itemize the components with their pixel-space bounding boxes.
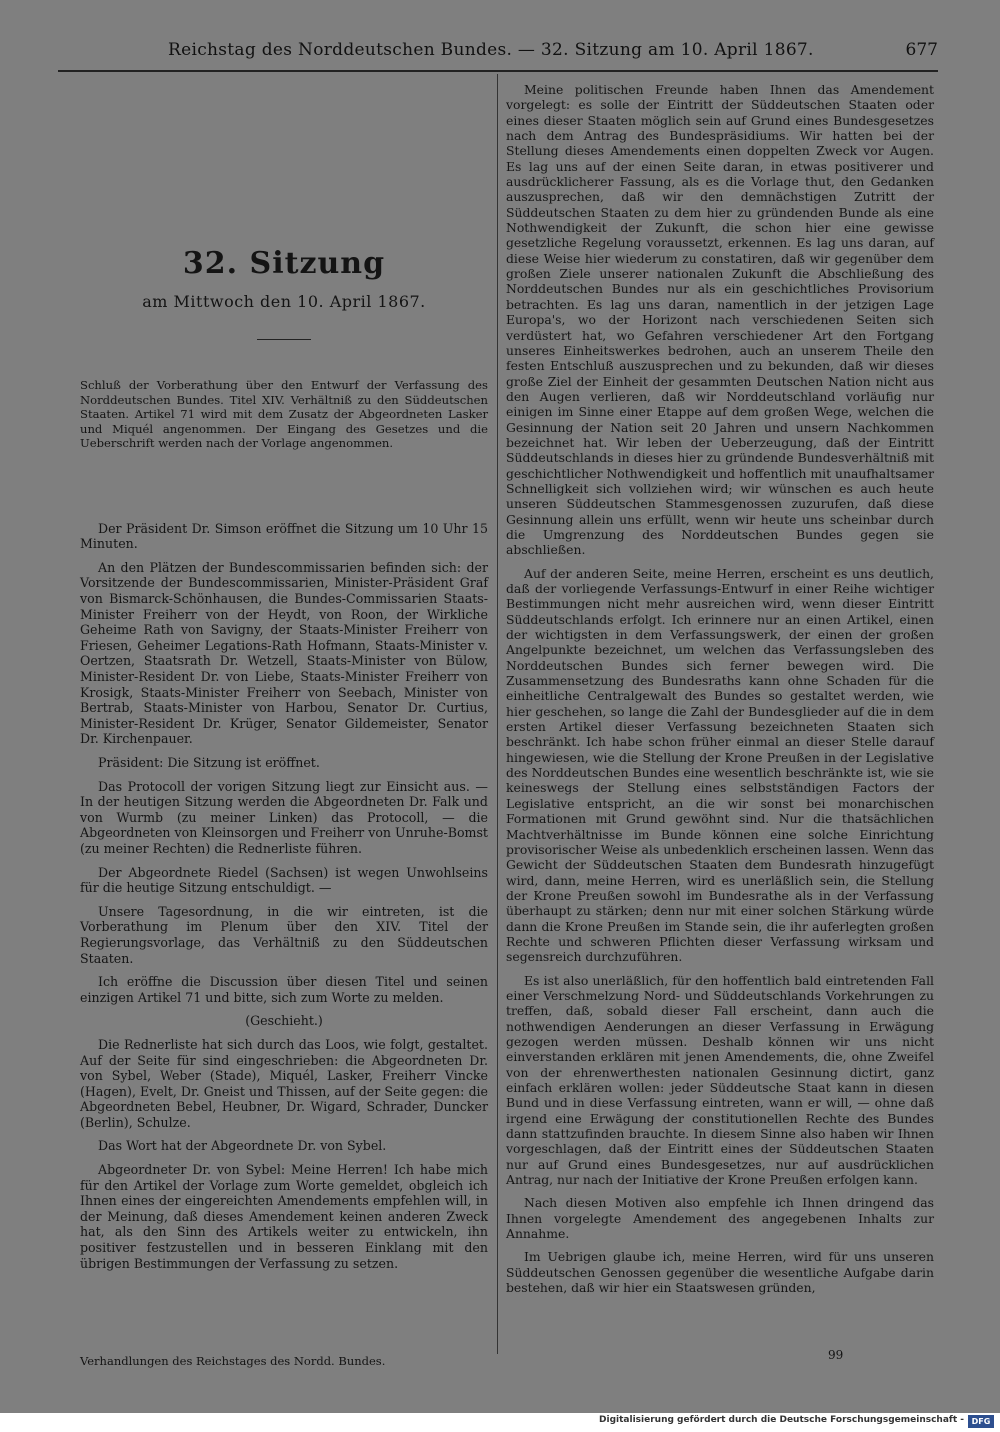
- session-title: 32. Sitzung: [182, 246, 386, 281]
- column-divider: [497, 74, 498, 1354]
- left-column: [80, 80, 488, 1279]
- running-title: Reichstag des Norddeutschen Bundes. — 32. Sitzung am 10. April 1867.: [168, 40, 814, 60]
- paragraph: Es ist also unerläßlich, für den hoffentlich bald eintretenden Fall einer Verschmelzung Nord- und Süddeutschlands Vorkehrungen zu treffen, daß, sobald dieser Fall erscheint, dann auch die nothwendigen Aenderungen an dieser Verfassung in Erwägung gezogen werden müssen. Deshalb können wir uns nicht einverstanden erklären mit jenen Amendements, die, ohne Zweifel von der ehrenwerthesten nationalen Gesinnung dictirt, ganz einfach erklären wollen: jeder Süddeutsche Staat kann in diesen Bund und in diese Verfassung eintreten, wann er will, — ohne daß irgend eine Erwägung der constitutionellen Rechte des Bundes dann stattzufinden brauchte. In diesem Sinne also haben wir Ihnen vorgeschlagen, daß der Eintritt eines der Süddeutschen Staaten nur auf Grund eines Bundesgesetzes, nur auf ausdrücklichen Antrag, nur nach der Initiative der Krone Preußen erfolgen kann.: [506, 972, 934, 1188]
- header-rule: [58, 70, 938, 72]
- paragraph: An den Plätzen der Bundescommissarien befinden sich: der Vorsitzende der Bundescommissarien, Minister-Präsident Graf von Bismarck-Schönhausen, die Bundes-Commissarien Staats-Minister Freiherr von der Heydt, von Roon, der Wirkliche Geheime Rath von Savigny, der Staats-Minister Freiherr von Friesen, Geheimer Legations-Rath Hofmann, Staats-Minister v. Oertzen, Staatsrath Dr. Wetzell, Staats-Minister von Bülow, Minister-Resident Dr. von Liebe, Staats-Minister Freiherr von Krosigk, Staats-Minister Freiherr von Seebach, Minister von Bertrab, Staats-Minister von Harbou, Senator Dr. Curtius, Minister-Resident Dr. Krüger, Senator Gildemeister, Senator Dr. Kirchenpauer.: [80, 559, 488, 747]
- paragraph: Meine politischen Freunde haben Ihnen das Amendement vorgelegt: es solle der Eintritt der Süddeutschen Staaten oder eines dieser Staaten möglich sein auf Grund eines Bundesgesetzes nach dem Antrag des Bundespräsidiums. Wir hatten bei der Stellung dieses Amendements einen doppelten Zweck vor Augen. Es lag uns auf der einen Seite daran, in etwas positiverer und ausdrücklicherer Fassung, als es die Vorlage thut, den Gedanken auszusprechen, daß wir den demnächstigen Zutritt der Süddeutschen Staaten zu dem hier zu gründenden Bunde als eine Nothwendigkeit der Zukunft, die schon hier eine gewisse gesetzliche Regelung voraussetzt, erkennen. Es lag uns daran, auf diese Weise hier wiederum zu constatiren, daß wir gegenüber dem großen Ziele unserer nationalen Zukunft die Abschließung des Norddeutschen Bundes nur als ein geschichtliches Provisorium betrachten. Es lag uns daran, namentlich in der jetzigen Lage Europa's, wo der Horizont nach verschiedenen Seiten sich verdüstert hat, wo Gefahren verschiedener Art den Fortgang unseres Einheitswerkes bedrohen, auch an unserem Theile den festen Entschluß auszusprechen und zu bekunden, daß wir dieses große Ziel der Einheit der gesammten Deutschen Nation nicht aus den Augen verlieren, daß wir Norddeutschland vorläufig nur einigen im Sinne einer Etappe auf dem großen Wege, welchen die Gesinnung der Nation seit 20 Jahren und unsern Nachkommen bezeichnet hat. Wir leben der Ueberzeugung, daß der Eintritt Süddeutschlands in dieses hier zu gründende Bundesverhältniß mit geschichtlicher Nothwendigkeit und hoffentlich mit unaufhaltsamer Schnelligkeit sich vollziehen wird; wir wünschen es auch heute unseren Süddeutschen Stammesgenossen zuzurufen, daß diese Gesinnung allein uns erfüllt, wenn wir heute uns scheinbar durch die Umgrenzung des Norddeutschen Bundes gegen sie abschließen.: [506, 82, 934, 558]
- paragraph: Abgeordneter Dr. von Sybel: Meine Herren! Ich habe mich für den Artikel der Vorlage zum Worte gemeldet, obgleich ich Ihnen eines der eingereichten Amendements empfehlen will, in der Meinung, daß dieses Amendement keinen anderen Zweck hat, als den Sinn des Artikels weiter zu entwickeln, ihn positiver festzustellen und in besseren Einklang mit den übrigen Bestimmungen der Verfassung zu setzen.: [80, 1162, 488, 1271]
- paragraph: Das Protocoll der vorigen Sitzung liegt zur Einsicht aus. — In der heutigen Sitzung werden die Abgeordneten Dr. Falk und von Wurmb (zu meiner Linken) das Protocoll, — die Abgeordneten von Kleinsorgen und Freiherr von Unruhe-Bomst (zu meiner Rechten) die Rednerliste führen.: [80, 778, 488, 856]
- attribution-bar: [0, 1413, 1000, 1432]
- paragraph: Unsere Tagesordnung, in die wir eintreten, ist die Vorberathung im Plenum über den XIV. Titel der Regierungsvorlage, das Verhältniß zu den Süddeutschen Staaten.: [80, 903, 488, 966]
- right-column: [506, 82, 934, 1303]
- paragraph: Nach diesen Motiven also empfehle ich Ihnen dringend das Ihnen vorgelegte Amendement des angegebenen Inhalts zur Annahme.: [506, 1195, 934, 1242]
- paragraph: Das Wort hat der Abgeordnete Dr. von Sybel.: [98, 1138, 387, 1154]
- stage-direction: (Geschieht.): [245, 1013, 323, 1029]
- footer-publication: Verhandlungen des Reichstages des Nordd. Bundes.: [80, 1354, 386, 1368]
- paragraph: Präsident: Die Sitzung ist eröffnet.: [98, 755, 320, 770]
- title-rule: [257, 339, 311, 340]
- paragraph: Im Uebrigen glaube ich, meine Herren, wird für uns unseren Süddeutschen Genossen gegenüber die wesentliche Aufgabe darin bestehen, daß wir hier ein Staatswesen gründen,: [506, 1249, 934, 1296]
- paragraph: Auf der anderen Seite, meine Herren, erscheint es uns deutlich, daß der vorliegende Verfassungs-Entwurf in einer Reihe wichtiger Bestimmungen nicht mehr ausreichen wird, wenn dieser Eintritt Süddeutschlands erfolgt. Ich erinnere nur an einen Artikel, einen der wichtigsten in dem Verfassungswerk, der einen der großen Angelpunkte bezeichnet, um welchen das Verfassungsleben des Norddeutschen Bundes sich ferner bewegen wird. Die Zusammensetzung des Bundesraths kann ohne Schaden für die einheitliche Centralgewalt des Bundes so gestaltet werden, wie hier geschehen, so lange die Zahl der Bundesglieder auf die in dem ersten Artikel dieser Verfassung bezeichneten Staaten sich beschränkt. Ich habe schon früher einmal an dieser Stelle darauf hingewiesen, wie die Stellung der Krone Preußen in der Legislative des Norddeutschen Bundes eine wesentlich beschränkte ist, wie sie keineswegs der Stellung eines selbstständigen Factors der Legislative entspricht, an die wir sonst bei monarchischen Formationen mit Grund gewöhnt sind. Nur die thatsächlichen Machtverhältnisse im Bunde können eine solche Einrichtung provisorischer Weise als unbedenklich erscheinen lassen. Wenn das Gewicht der Süddeutschen Staaten dem Bundesrath hinzugefügt wird, dann, meine Herren, wird es unerläßlich sein, die Stellung der Krone Preußen sowohl im Bundesrathe als in der Verfassung überhaupt zu stärken; denn nur mit einer solchen Stärkung würde dann die Krone Preußen im Stande sein, die ihr auferlegten großen Rechte und schweren Pflichten dieser Verfassung wirksam und segensreich durchzuführen.: [506, 565, 934, 965]
- paragraph: Die Rednerliste hat sich durch das Loos, wie folgt, gestaltet. Auf der Seite für sind eingeschrieben: die Abgeordneten Dr. von Sybel, Weber (Stade), Miquél, Lasker, Freiherr Vincke (Hagen), Evelt, Dr. Gneist und Thissen, auf der Seite gegen: die Abgeordneten Bebel, Heubner, Dr. Wigard, Schrader, Duncker (Berlin), Schulze.: [80, 1036, 488, 1130]
- dfg-logo: DFG: [968, 1415, 994, 1428]
- running-head: [58, 40, 938, 68]
- session-summary: Schluß der Vorberathung über den Entwurf der Verfassung des Norddeutschen Bundes. Titel XIV. Verhältniß zu den Süddeutschen Staaten. Artikel 71 wird mit dem Zusatz der Abgeordneten Lasker und Miquél angenommen. Der Eingang des Gesetzes und die Ueberschrift werden nach der Vorlage angenommen.: [80, 378, 488, 451]
- attribution-text: Digitalisierung gefördert durch die Deutsche Forschungsgemeinschaft -: [599, 1415, 964, 1425]
- paragraph: Der Abgeordnete Riedel (Sachsen) ist wegen Unwohlseins für die heutige Sitzung entschuldigt. —: [80, 864, 488, 896]
- session-date: am Mittwoch den 10. April 1867.: [142, 291, 426, 311]
- paragraph: Ich eröffne die Discussion über diesen Titel und seinen einzigen Artikel 71 und bitte, sich zum Worte zu melden.: [80, 974, 488, 1005]
- paragraph: Der Präsident Dr. Simson eröffnet die Sitzung um 10 Uhr 15 Minuten.: [80, 520, 488, 552]
- signature-mark: 99: [828, 1348, 844, 1362]
- page-number: 677: [905, 40, 938, 60]
